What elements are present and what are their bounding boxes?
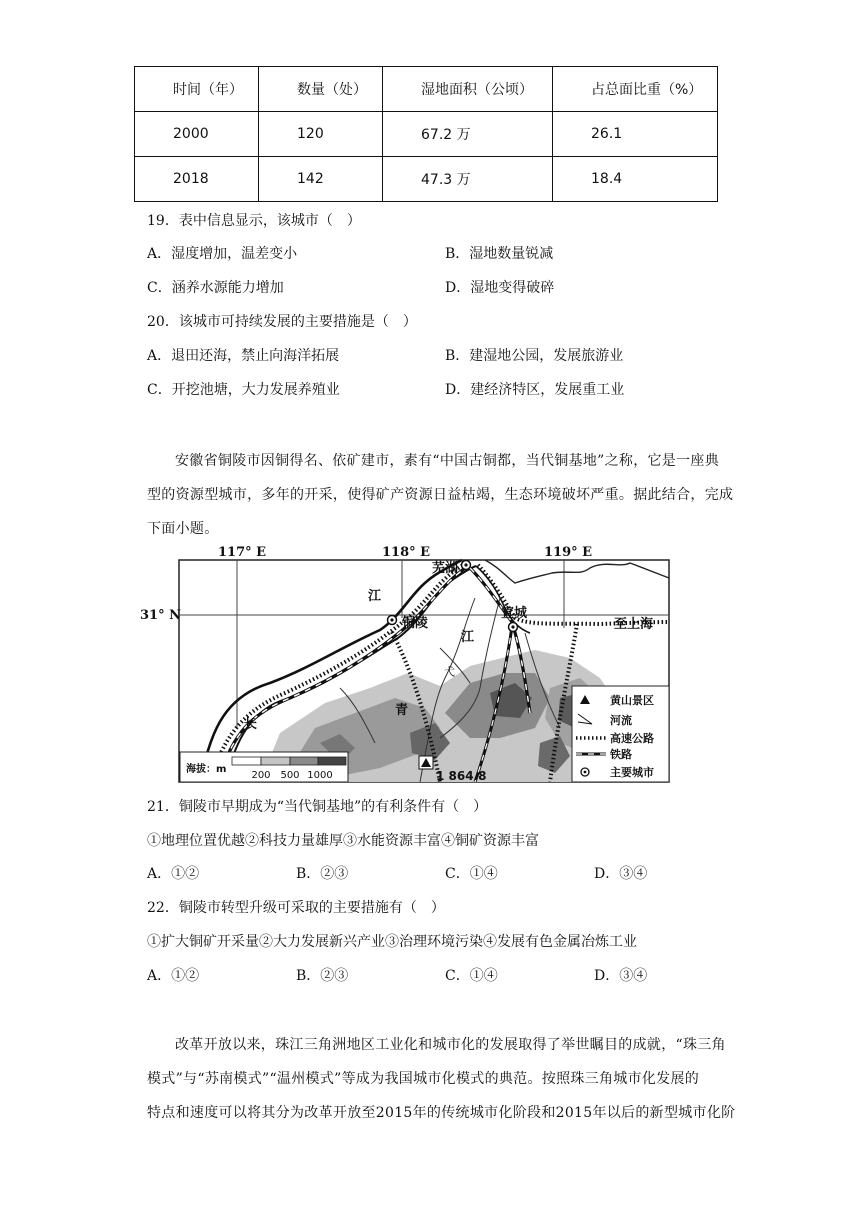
- lon-label-117: 117° E: [218, 545, 267, 560]
- legend-label: 黄山景区: [610, 694, 654, 707]
- q20-option-a[interactable]: A．退田还海，禁止向海洋拓展: [147, 348, 340, 364]
- elevation-tick: 500: [280, 770, 300, 781]
- elevation-tick: 200: [251, 770, 271, 781]
- question-19-stem: 19．表中信息显示，该城市（ ）: [147, 213, 361, 229]
- table-cell: 2000: [135, 112, 259, 157]
- table-row: [135, 157, 718, 202]
- table-header-row: [135, 67, 718, 112]
- legend-label: 铁路: [610, 748, 632, 761]
- q22-option-c[interactable]: C．①④: [445, 968, 498, 984]
- passage-tongling: [147, 444, 767, 546]
- legend-label: 高速公路: [610, 732, 654, 745]
- peak-elevation-label: 1 864.8: [436, 769, 487, 783]
- q20-option-b[interactable]: B．建湿地公园，发展旅游业: [445, 348, 624, 364]
- q22-option-d[interactable]: D．③④: [594, 968, 648, 984]
- passage-line: 模式”与“苏南模式”“温州模式”等成为我国城市化模式的典范。按照珠三角城市化发展的: [147, 1071, 700, 1087]
- q21-option-b[interactable]: B．②③: [296, 866, 349, 882]
- passage-line: 特点和速度可以将其分为改革开放至2015年的传统城市化阶段和2015年以后的新型城市化阶: [147, 1105, 736, 1121]
- legend-label: 主要城市: [610, 766, 654, 779]
- question-21-items: ①地理位置优越②科技力量雄厚③水能资源丰富④铜矿资源丰富: [147, 833, 539, 849]
- q19-option-c[interactable]: C．涵养水源能力增加: [147, 280, 284, 296]
- question-21-stem: 21．铜陵市早期成为“当代铜基地”的有利条件有（ ）: [147, 799, 488, 815]
- question-20-stem: 20．该城市可持续发展的主要措施是（ ）: [147, 314, 417, 330]
- elevation-label: 海拔：m: [186, 764, 227, 775]
- river-label-chang: 长: [244, 717, 258, 732]
- city-label-wuhu: 芜湖: [432, 561, 459, 576]
- passage-pearl-river-delta: [147, 1028, 767, 1130]
- table-header-cell: 时间（年）: [135, 67, 259, 112]
- q21-option-d[interactable]: D．③④: [594, 866, 648, 882]
- q19-option-d[interactable]: D．湿地变得破碎: [445, 280, 555, 296]
- lon-label-118: 118° E: [382, 545, 431, 560]
- to-shanghai-label: 至上海: [614, 617, 654, 632]
- table-row: [135, 112, 718, 157]
- passage-line: 型的资源型城市，多年的开采，使得矿产资源日益枯竭，生态环境破坏严重。据此结合，完成: [147, 487, 734, 503]
- q21-option-c[interactable]: C．①④: [445, 866, 498, 882]
- legend-label: 河流: [610, 714, 632, 727]
- river-label-yi: 弋: [444, 665, 455, 678]
- lat-label-31: 31° N: [140, 608, 181, 623]
- table-header-cell: 数量（处）: [259, 67, 383, 112]
- q19-option-a[interactable]: A．湿度增加，温差变小: [147, 246, 298, 262]
- elevation-tick: 1000: [307, 770, 333, 781]
- city-wuhu: [462, 561, 471, 570]
- lon-label-119: 119° E: [544, 545, 593, 560]
- q22-option-a[interactable]: A．①②: [147, 968, 200, 984]
- q20-option-d[interactable]: D．建经济特区，发展重工业: [445, 382, 625, 398]
- q21-option-a[interactable]: A．①②: [147, 866, 200, 882]
- table-header-cell: 湿地面积（公顷）: [383, 67, 553, 112]
- passage-line: 安徽省铜陵市因铜得名、依矿建市，素有“中国古铜都，当代铜基地”之称，它是一座典: [175, 453, 720, 469]
- table-cell: 2018: [135, 157, 259, 202]
- map-legend: [572, 686, 669, 782]
- passage-line: 改革开放以来，珠江三角洲地区工业化和城市化的发展取得了举世瞩目的成就，“珠三角: [175, 1037, 726, 1053]
- q20-option-c[interactable]: C．开挖池塘，大力发展养殖业: [147, 382, 340, 398]
- wetland-table: [134, 66, 718, 202]
- table-cell: 18.4: [553, 157, 718, 202]
- city-xuancheng: [509, 623, 518, 632]
- river-label-qing: 青: [395, 703, 409, 718]
- tongling-map: [140, 538, 740, 788]
- table-header-cell: 占总面比重（%）: [553, 67, 718, 112]
- table-cell: 26.1: [553, 112, 718, 157]
- river-label-jiang-2: 江: [461, 630, 475, 645]
- elevation-scale: [180, 752, 348, 782]
- question-22-items: ①扩大铜矿开采量②大力发展新兴产业③治理环境污染④发展有色金属冶炼工业: [147, 934, 637, 950]
- q19-option-b[interactable]: B．湿地数量锐减: [445, 246, 554, 262]
- huangshan-scenic-icon: [419, 756, 433, 769]
- table-cell: 67.2 万: [383, 112, 553, 157]
- table-cell: 142: [259, 157, 383, 202]
- city-tongling: [388, 616, 397, 625]
- passage-line: 下面小题。: [147, 521, 219, 537]
- city-label-tongling: 铜陵: [402, 616, 429, 631]
- city-label-xuancheng: 宣城: [501, 606, 528, 621]
- table-cell: 120: [259, 112, 383, 157]
- table-cell: 47.3 万: [383, 157, 553, 202]
- question-22-stem: 22．铜陵市转型升级可采取的主要措施有（ ）: [147, 900, 445, 916]
- q22-option-b[interactable]: B．②③: [296, 968, 349, 984]
- river-label-jiang: 江: [368, 589, 382, 604]
